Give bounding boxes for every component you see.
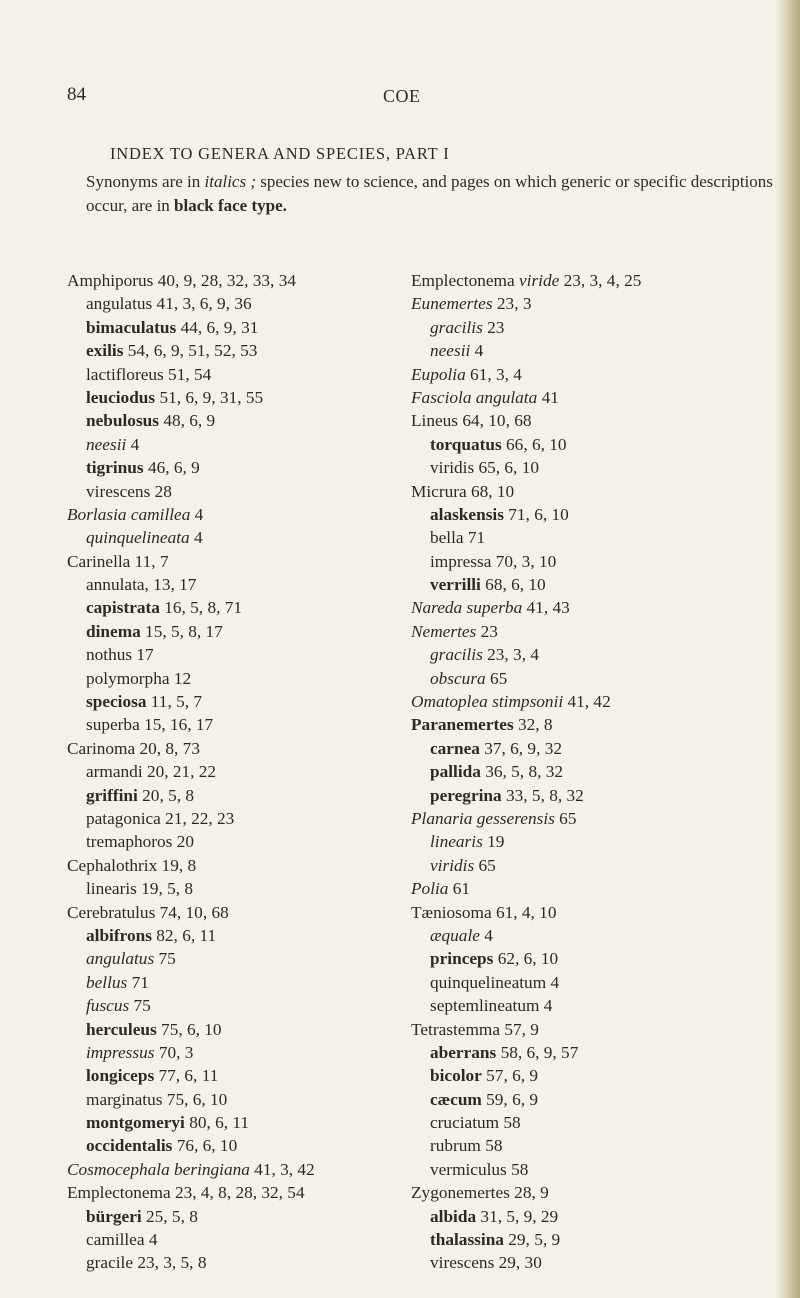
entry-pages: 20, 21, 22: [142, 762, 217, 782]
entry-pages: 61, 3, 4: [465, 364, 522, 384]
index-entry: [67, 1064, 447, 1087]
index-entry: [67, 1018, 447, 1041]
entry-pages: 75: [129, 996, 151, 1016]
index-entry: [411, 1158, 791, 1181]
index-entry: [67, 994, 447, 1017]
entry-name: quinquelineatum: [430, 972, 547, 992]
index-entry: [67, 971, 447, 994]
entry-name: superba: [86, 715, 140, 735]
index-entry: [67, 456, 447, 479]
index-entry: [67, 1205, 447, 1228]
entry-name: Carinoma: [67, 738, 136, 758]
entry-name: nothus: [86, 645, 133, 665]
entry-name: Tetrastemma: [411, 1019, 500, 1039]
entry-pages: 4: [189, 528, 203, 548]
entry-name: Lineus: [411, 411, 459, 431]
entry-name: tremaphoros: [86, 832, 173, 852]
subtitle-bold-phrase: black face type.: [174, 196, 287, 215]
index-entry: [411, 1228, 791, 1251]
index-entry: [67, 503, 447, 526]
entry-pages: 23: [476, 621, 498, 641]
index-entry: [411, 1205, 791, 1228]
entry-pages: 44, 6, 9, 31: [176, 317, 259, 337]
entry-name: Planaria gesserensis: [411, 808, 555, 828]
entry-pages: 15, 16, 17: [139, 715, 214, 735]
entry-pages: 80, 6, 11: [184, 1113, 250, 1133]
subtitle-italics-word: italics ;: [204, 172, 256, 191]
entry-name: Nareda superba: [411, 598, 523, 618]
entry-name: neesii: [430, 341, 471, 361]
entry-pages: 64, 10, 68: [458, 411, 532, 431]
index-entry: [67, 386, 447, 409]
index-entry: [411, 784, 791, 807]
index-entry: [411, 1088, 791, 1111]
entry-pages: 40, 9, 28, 32, 33, 34: [153, 271, 296, 290]
entry-name: tigrinus: [86, 458, 144, 478]
entry-name: herculeus: [86, 1019, 157, 1039]
entry-name: impressus: [86, 1042, 155, 1062]
entry-name: vermiculus: [430, 1159, 507, 1179]
entry-pages: 62, 6, 10: [493, 949, 559, 969]
index-entry: [411, 573, 791, 596]
index-entry: [411, 339, 791, 362]
index-entry: [411, 901, 791, 924]
entry-pages: 25, 5, 8: [141, 1206, 198, 1226]
entry-pages: 54, 6, 9, 51, 52, 53: [123, 341, 258, 361]
index-column-right: [411, 269, 791, 1275]
entry-name: princeps: [430, 949, 494, 969]
index-entry: [67, 480, 447, 503]
index-entry: [67, 1111, 447, 1134]
entry-pages: 31, 5, 9, 29: [476, 1206, 559, 1226]
entry-name: Amphiporus: [67, 271, 154, 290]
entry-name: speciosa: [86, 692, 147, 712]
entry-name: montgomeryi: [86, 1113, 185, 1133]
entry-name: Cephalothrix: [67, 855, 158, 875]
entry-pages: 74, 10, 68: [155, 902, 229, 922]
index-entry: [411, 667, 791, 690]
entry-name: Micrura: [411, 481, 467, 501]
index-entry: [67, 643, 447, 666]
entry-name: gracile: [86, 1253, 134, 1273]
entry-pages: 58: [506, 1159, 529, 1179]
entry-pages: 71, 6, 10: [503, 504, 569, 524]
index-entry: [411, 620, 791, 643]
entry-pages: 4: [479, 925, 493, 945]
entry-pages: 4: [144, 1230, 158, 1250]
index-entry: [411, 854, 791, 877]
entry-name: lactifloreus: [86, 364, 164, 384]
entry-name: bellus: [86, 972, 128, 992]
entry-pages: 36, 5, 8, 32: [480, 762, 564, 782]
entry-name: Emplectonema: [67, 1183, 171, 1203]
entry-pages: 75: [154, 949, 176, 969]
entry-name: nebulosus: [86, 411, 160, 431]
entry-pages: 65: [485, 668, 508, 688]
entry-name: bella: [430, 528, 464, 548]
entry-name: cæcum: [430, 1089, 482, 1109]
entry-name: torquatus: [430, 434, 502, 454]
entry-pages: 23: [482, 317, 505, 337]
index-entry: [67, 1088, 447, 1111]
entry-pages: 51, 6, 9, 31, 55: [155, 387, 264, 407]
entry-name: griffini: [86, 785, 138, 805]
entry-pages: 23, 3, 4: [482, 645, 539, 665]
index-entry: [411, 924, 791, 947]
entry-name: Borlasia camillea: [67, 504, 191, 524]
entry-name: bürgeri: [86, 1206, 142, 1226]
running-head: COE: [383, 86, 421, 106]
entry-pages: 23, 3: [492, 294, 532, 314]
entry-pages: 20, 8, 73: [135, 738, 200, 758]
index-column-left: [67, 269, 447, 1275]
entry-name: Carinella: [67, 551, 131, 571]
entry-name: bicolor: [430, 1066, 482, 1086]
entry-name: peregrina: [430, 785, 502, 805]
entry-name: armandi: [86, 762, 143, 782]
index-entry: [67, 550, 447, 573]
entry-name: angulatus: [86, 949, 155, 969]
entry-pages: 76, 6, 10: [172, 1136, 238, 1156]
entry-pages: 13, 17: [148, 575, 197, 595]
entry-name: Eupolia: [411, 364, 466, 384]
entry-name: marginatus: [86, 1089, 163, 1109]
entry-name: albifrons: [86, 925, 152, 945]
entry-name: carnea: [430, 738, 480, 758]
index-entry: [67, 409, 447, 432]
entry-pages: 41: [537, 387, 559, 407]
entry-name: annulata,: [86, 575, 149, 595]
entry-pages: 28: [150, 481, 172, 501]
index-entry: [411, 1041, 791, 1064]
entry-pages: 51, 54: [163, 364, 212, 384]
entry-pages: 23, 3, 5, 8: [133, 1253, 207, 1273]
index-entry: [411, 1018, 791, 1041]
index-entry: [411, 316, 791, 339]
index-entry: [67, 316, 447, 339]
entry-pages: 71: [127, 972, 149, 992]
index-entry: [67, 1251, 447, 1274]
entry-name: æquale: [430, 925, 480, 945]
index-entry: [67, 433, 447, 456]
entry-pages: 65, 6, 10: [474, 458, 539, 478]
index-entry: [411, 433, 791, 456]
entry-pages: 58: [499, 1113, 521, 1133]
index-entry: [411, 1064, 791, 1087]
entry-name: gracilis: [430, 317, 483, 337]
entry-pages: 20, 5, 8: [137, 785, 195, 805]
entry-name: obscura: [430, 668, 486, 688]
entry-pages: 65: [474, 855, 496, 875]
entry-name: gracilis: [430, 645, 483, 665]
index-entry: [67, 854, 447, 877]
entry-name: exilis: [86, 341, 124, 361]
entry-name: pallida: [430, 762, 481, 782]
entry-name: bimaculatus: [86, 317, 177, 337]
entry-pages: 19, 8: [157, 855, 197, 875]
entry-name: capistrata: [86, 598, 160, 618]
entry-name: cruciatum: [430, 1113, 500, 1133]
entry-name: viridis: [430, 855, 475, 875]
index-entry: [411, 596, 791, 619]
entry-pages: 21, 22, 23: [160, 808, 235, 828]
entry-pages: 4: [190, 504, 204, 524]
entry-pages: 4: [126, 434, 140, 454]
index-entry: [411, 830, 791, 853]
entry-pages: 11, 5, 7: [146, 692, 203, 712]
entry-pages: 23, 4, 8, 28, 32, 54: [170, 1183, 305, 1203]
entry-pages: 23, 3, 4, 25: [559, 271, 642, 290]
entry-name: alaskensis: [430, 504, 504, 524]
index-entry: [67, 830, 447, 853]
index-entry: [411, 386, 791, 409]
index-entry: [411, 737, 791, 760]
entry-pages: 19: [482, 832, 505, 852]
entry-pages: 68, 6, 10: [480, 575, 546, 595]
entry-pages: 77, 6, 11: [154, 1066, 219, 1086]
index-entry: [67, 1041, 447, 1064]
entry-name: patagonica: [86, 808, 161, 828]
entry-pages: 41, 43: [522, 598, 570, 618]
index-entry: [67, 363, 447, 386]
entry-name: aberrans: [430, 1042, 497, 1062]
index-entry: [411, 807, 791, 830]
index-entry: [67, 807, 447, 830]
entry-name: polymorpha: [86, 668, 170, 688]
index-entry: [411, 643, 791, 666]
index-entry: [67, 901, 447, 924]
entry-name: quinquelineata: [86, 528, 190, 548]
entry-name: albida: [430, 1206, 477, 1226]
entry-name: Eunemertes: [411, 294, 493, 314]
entry-name: Fasciola angulata: [411, 387, 538, 407]
entry-pages: 4: [546, 972, 560, 992]
entry-pages: 61, 4, 10: [491, 902, 557, 922]
entry-pages: 4: [470, 341, 484, 361]
entry-name: neesii: [86, 434, 127, 454]
index-entry: [411, 971, 791, 994]
entry-pages: 65: [554, 808, 577, 828]
index-title: INDEX TO GENERA AND SPECIES, PART I: [110, 144, 450, 163]
entry-name: occidentalis: [86, 1136, 173, 1156]
index-entry: [67, 269, 447, 292]
index-entry: [67, 1158, 447, 1181]
subtitle-text-1: Synonyms are in: [86, 172, 205, 191]
entry-pages: 12: [169, 668, 192, 688]
index-entry: [67, 339, 447, 362]
index-entry: [67, 667, 447, 690]
entry-name-italic: viride: [518, 271, 560, 290]
index-entry: [411, 363, 791, 386]
entry-pages: 41, 42: [563, 692, 611, 712]
entry-name: Polia: [411, 879, 449, 899]
entry-pages: 75, 6, 10: [156, 1019, 222, 1039]
index-entry: [67, 947, 447, 970]
entry-pages: 20: [172, 832, 194, 852]
entry-name: linearis: [430, 832, 483, 852]
entry-name: angulatus: [86, 294, 153, 314]
entry-pages: 41, 3, 6, 9, 36: [152, 294, 252, 314]
index-entry: [411, 480, 791, 503]
index-entry: [411, 503, 791, 526]
index-entry: [67, 1181, 447, 1204]
entry-pages: 17: [132, 645, 154, 665]
entry-name: Zygonemertes: [411, 1183, 510, 1203]
entry-pages: 82, 6, 11: [151, 925, 217, 945]
index-entry: [411, 760, 791, 783]
entry-name: longiceps: [86, 1066, 155, 1086]
entry-pages: 58: [480, 1136, 503, 1156]
entry-pages: 29, 5, 9: [503, 1230, 561, 1250]
index-entry: [411, 1111, 791, 1134]
entry-name: Nemertes: [411, 621, 477, 641]
entry-pages: 71: [463, 528, 486, 548]
subtitle-text-2: species new to science, and pages on which generic or specific descriptions occur, are in: [86, 172, 773, 215]
entry-pages: 75, 6, 10: [162, 1089, 228, 1109]
entry-pages: 57, 6, 9: [481, 1066, 539, 1086]
entry-name: verrilli: [430, 575, 481, 595]
index-entry: [67, 292, 447, 315]
entry-pages: 15, 5, 8, 17: [140, 621, 223, 641]
entry-name: Paranemertes: [411, 715, 514, 735]
index-entry: [67, 713, 447, 736]
index-entry: [411, 526, 791, 549]
index-entry: [411, 994, 791, 1017]
entry-pages: 29, 30: [494, 1253, 542, 1273]
index-entry: [67, 690, 447, 713]
entry-pages: 11, 7: [130, 551, 169, 571]
entry-pages: 46, 6, 9: [143, 458, 200, 478]
entry-pages: 59, 6, 9: [481, 1089, 538, 1109]
index-entry: [67, 620, 447, 643]
entry-name: Cosmocephala beringiana: [67, 1159, 250, 1179]
entry-name: fuscus: [86, 996, 130, 1016]
entry-pages: 32, 8: [513, 715, 553, 735]
entry-name: Cerebratulus: [67, 902, 156, 922]
entry-pages: 37, 6, 9, 32: [479, 738, 562, 758]
entry-pages: 61: [448, 879, 471, 899]
index-entry: [411, 550, 791, 573]
entry-pages: 41, 3, 42: [249, 1159, 315, 1179]
entry-pages: 19, 5, 8: [136, 879, 194, 899]
entry-name: Tæniosoma: [411, 902, 492, 922]
entry-name: dinema: [86, 621, 141, 641]
index-entry: [67, 1134, 447, 1157]
entry-name: viridis: [430, 458, 475, 478]
entry-name: rubrum: [430, 1136, 481, 1156]
index-entry: [67, 526, 447, 549]
index-entry: [67, 760, 447, 783]
index-entry: [411, 877, 791, 900]
entry-name: Omatoplea stimpsonii: [411, 692, 564, 712]
entry-pages: 57, 9: [500, 1019, 539, 1039]
index-entry: [411, 1181, 791, 1204]
entry-name: impressa: [430, 551, 492, 571]
entry-pages: 33, 5, 8, 32: [501, 785, 584, 805]
entry-name: thalassina: [430, 1230, 504, 1250]
entry-pages: 28, 9: [509, 1183, 549, 1203]
entry-name: virescens: [86, 481, 151, 501]
index-entry: [67, 596, 447, 619]
index-entry: [411, 1251, 791, 1274]
entry-name: camillea: [86, 1230, 145, 1250]
index-entry: [67, 877, 447, 900]
index-entry: [411, 456, 791, 479]
index-entry: [411, 947, 791, 970]
index-subtitle: [86, 170, 786, 218]
index-entry: [67, 784, 447, 807]
entry-name: linearis: [86, 879, 137, 899]
entry-name: septemlineatum: [430, 996, 540, 1016]
index-entry: [67, 1228, 447, 1251]
index-entry: [411, 292, 791, 315]
entry-name: Emplectonema: [411, 271, 519, 290]
index-entry: [67, 737, 447, 760]
index-entry: [411, 409, 791, 432]
index-entry: [411, 690, 791, 713]
entry-pages: 70, 3: [154, 1042, 194, 1062]
entry-pages: 70, 3, 10: [491, 551, 557, 571]
entry-pages: 58, 6, 9, 57: [496, 1042, 579, 1062]
entry-pages: 48, 6, 9: [159, 411, 216, 431]
entry-pages: 4: [539, 996, 553, 1016]
entry-name: virescens: [430, 1253, 495, 1273]
index-entry: [411, 269, 791, 292]
entry-name: leuciodus: [86, 387, 156, 407]
index-entry: [67, 573, 447, 596]
page-number: 84: [67, 84, 86, 105]
index-entry: [67, 924, 447, 947]
entry-pages: 16, 5, 8, 71: [159, 598, 243, 618]
index-entry: [411, 1134, 791, 1157]
entry-pages: 68, 10: [466, 481, 515, 501]
index-entry: [411, 713, 791, 736]
entry-pages: 66, 6, 10: [501, 434, 567, 454]
